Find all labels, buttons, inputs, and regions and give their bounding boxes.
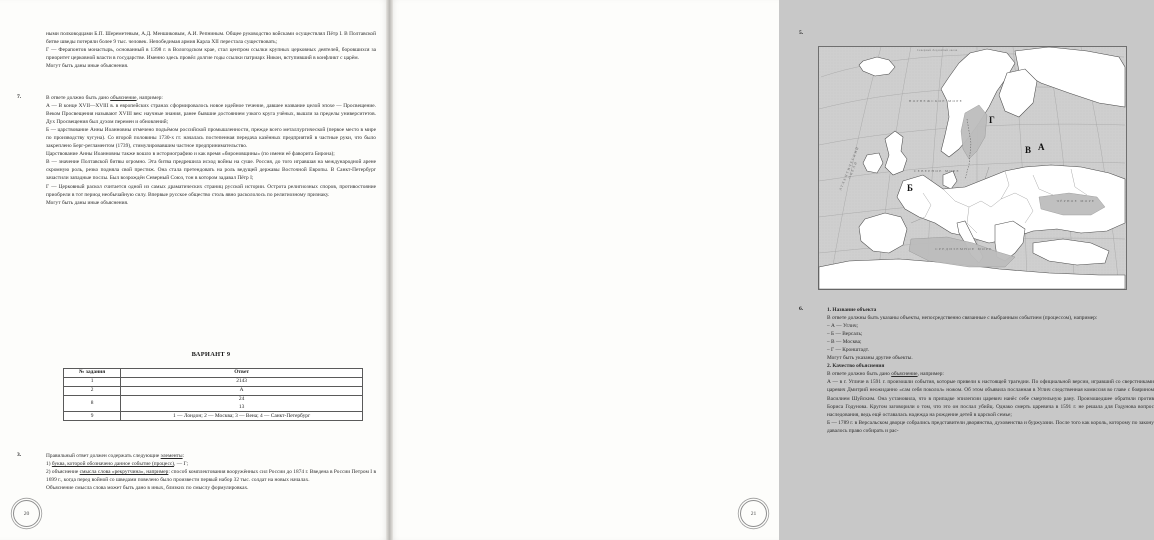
task-number-5: 5.	[799, 30, 804, 36]
task-7-paragraph-b2: Царствование Анны Иоанновны также вошло в историографию и как время «бироновщины» (по имени её фаворита Бирона);	[46, 151, 335, 158]
task-3-item-2-marker: 2) объяснение	[46, 469, 80, 476]
page-number-left: 20	[13, 500, 40, 527]
map-point-label-v: В	[1025, 145, 1032, 155]
map-label-mediterranean-sea: СРЕДИЗЕМНОЕ МОРЕ	[935, 247, 993, 251]
row-task-8: 8	[64, 395, 121, 411]
task-3-item-1	[46, 460, 376, 468]
row-task-9: 9	[64, 412, 121, 421]
task-6-object-a: – А — Углич;	[827, 323, 859, 330]
answers-table	[63, 368, 363, 421]
task-6-heading-1: 1. Название объекта	[827, 307, 877, 313]
row-answer-9: 1 — Лондон; 2 — Москва; 3 — Вена; 4 — Санкт-Петербург	[121, 412, 363, 421]
task-6-object-v: – В — Москва;	[827, 339, 862, 346]
task-6-body	[827, 306, 1154, 435]
europe-map	[818, 46, 1127, 290]
map-label-black-sea: ЧЁРНОЕ МОРЕ	[1056, 199, 1096, 203]
continuation-paragraph-3: Могут быть даны иные объяснения.	[46, 63, 129, 70]
map-label-norwegian-sea: НОРВЕЖСКОЕ МОРЕ	[908, 99, 964, 103]
page-number-right: 21	[740, 500, 767, 527]
left-page	[0, 0, 389, 540]
row-answer-8-line-1: 24	[238, 396, 245, 403]
task-6-lead-tail: , например:	[917, 371, 944, 378]
task-3-item-1-marker: 1)	[46, 461, 52, 468]
task-6-explanation-a: А — в г. Угличе в 1591 г. произошли события, которые привели к настоящей трагедии. По официальной версии, игравший со сверстниками царевич Дмитрий неожиданно «сам себя поколол» ножом. Об этом объявила посланная в Углич следственная комиссия во главе с боярином Василием Шуйским. Она установила, что в припадке эпилепсии царевич нанёс себе смертельную рану. Произошедшее обратили против Бориса Годунова. Кругом заговорили о том, что это он послал убийц. Однако смерть царевича в 1591 г. не решала для Годунова вопрос наследования, ведь ещё оставалась надежда на рождение детей в царской семье;	[827, 379, 1154, 418]
continuation-text	[46, 30, 376, 70]
table-row	[64, 412, 363, 421]
column-header-answer: Ответ	[121, 369, 363, 378]
task-3-lead	[46, 452, 376, 460]
map-label-north-sea: СЕВЕРНОЕ МОРЕ	[914, 169, 960, 173]
task-7-paragraph-note: Могут быть даны иные объяснения.	[46, 199, 129, 206]
task-6-object-b: – Б — Версаль;	[827, 331, 863, 338]
task-3-item-2-tail: : способ комплектования вооружённых сил России до 1874 г. Введена в России Петром I в 1699 г., когда перед войной со шведами повелено было произвести первый набор 32 тыс. солдат на новых началах.	[46, 469, 377, 484]
task-3-body	[46, 452, 376, 492]
continuation-paragraph-2: Г — Ферапонтов монастырь, основанный в 1398 г. в Вологодском крае, стал центром ссылки крупных церковных деятелей, боровшихся за приоритет церковной власти в государстве. Именно здесь провёл долгие годы ссылки патриарх Никон, вступивший в конфликт с царём.	[46, 47, 376, 62]
task-3-item-1-tail: , — Г;	[174, 461, 189, 468]
row-answer-2: А	[121, 386, 363, 395]
map-caption-arctic: Северный Ледовитый океан	[917, 49, 958, 52]
task-6-lead	[827, 370, 1154, 378]
task-7-lead-start: В ответе должно быть дано	[46, 95, 111, 101]
task-6-lead-underlined: объяснение	[891, 371, 918, 378]
right-page	[390, 0, 1154, 540]
variant-title: ВАРИАНТ 9	[191, 351, 231, 358]
task-3-item-1-underlined: буква, которой обозначено данное событие (процесс)	[51, 461, 175, 468]
task-6-lead-start: В ответе должно быть дано	[827, 371, 892, 378]
map-point-label-b: Б	[907, 183, 913, 193]
row-answer-8	[121, 395, 363, 411]
map-point-label-a: А	[1038, 142, 1045, 152]
task-number-6: 6.	[799, 306, 804, 312]
task-3-item-2-underlined: смысла слова «рекрутчина», например	[79, 469, 169, 476]
task-number-3: 3.	[17, 452, 22, 458]
task-3-note: Объяснение смысла слова может быть дано в иных, близких по смыслу формулировках.	[46, 485, 249, 492]
task-7-paragraph-b: Б — царствование Анны Иоанновны отмечено подъёмом российской промышленности, прежде всего металлургической (первое место в мире по производству чугуна). Со второй половины 1730-х гг. началась постепенная передача казённых предприятий в частные руки, что было закреплено Берг-регламентом (1739), стимулировавшим частное предпринимательство.	[46, 127, 376, 150]
task-6-object-g: – Г — Кронштадт.	[827, 347, 870, 354]
task-number-7: 7.	[17, 94, 22, 100]
task-6-heading-2: 2. Качество объяснения	[827, 363, 885, 370]
task-7-paragraph-v: В — значение Полтавской битвы огромно. Эта битва предрешила исход войны на суше. Россия, до того игравшая на международной арене скромную роль, резко подняла свой престиж. Она стала претендовать на роль ведущей державы Восточной Европы. В Санкт-Петербург зачастили западные послы. Был возрождён Северный Союз, тон в котором задавал Пётр I;	[46, 159, 376, 182]
task-7-body	[46, 94, 376, 207]
task-3-lead-underlined: элементы	[160, 453, 183, 459]
task-6-objects-note: Могут быть указаны другие объекты.	[827, 355, 913, 362]
task-6-explanation-b: Б — 1789 г. в Версальском дворце собрались представители дворянства, духовенства и буржуазии. После того как король, которому по закону давалось право собирать и рас-	[827, 419, 1154, 434]
task-3-lead-tail: :	[182, 453, 185, 459]
row-task-1: 1	[64, 377, 121, 386]
table-row	[64, 386, 363, 395]
task-7-lead-underlined: объяснение	[110, 95, 137, 101]
map-svg	[819, 47, 1126, 289]
row-answer-1: 2143	[121, 377, 363, 386]
continuation-paragraph-1: ными полководцами Б.П. Шереметевым, А.Д. Меншиковым, А.И. Репниным. Общее руководство войсками осуществлял Пётр I. В Полтавской битве шведы потеряли более 9 тыс. человек. Непобедимая армия Карла XII перестала существовать;	[46, 31, 376, 46]
task-3-item-2	[46, 468, 376, 484]
task-7-paragraph-g: Г — Церковный раскол считается одной из самых драматических страниц русской истории. Острота религиозных споров, противостояние приобрели в тот период необычайную силу. Впервые русское общество столь явно раскололось по религиозному признаку.	[46, 183, 376, 198]
task-7-paragraph-a: А — В конце XVII—XVIII в. в европейских странах сформировалось новое идейное течение, давшее название целой эпохе — Просвещение. Веком Просвещения называют XVIII век: научные знания, ранее бывшие достоянием узкого круга учёных, вышли за пределы университетов. Дух Просвещения был духом перемен и обновлений;	[46, 103, 376, 126]
book-gutter	[386, 0, 393, 540]
task-3-lead-start: Правильный ответ должен содержать следующие	[46, 453, 161, 459]
answers-table-header-row	[64, 369, 363, 378]
task-7-lead	[46, 94, 376, 102]
map-point-label-g: Г	[989, 115, 995, 125]
table-row	[64, 395, 363, 411]
column-header-task: № задания	[64, 369, 121, 378]
task-7-lead-tail: , например:	[136, 95, 163, 101]
table-row	[64, 377, 363, 386]
row-answer-8-line-2: 13	[238, 403, 245, 410]
task-6-intro: В ответе должны быть указаны объекты, непосредственно связанные с выбранным событием (процессом), например:	[827, 315, 1098, 322]
map-label-atlantic-ocean: АТЛАНТИЧЕСКИЙ ОКЕАН	[838, 145, 860, 192]
row-task-2: 2	[64, 386, 121, 395]
